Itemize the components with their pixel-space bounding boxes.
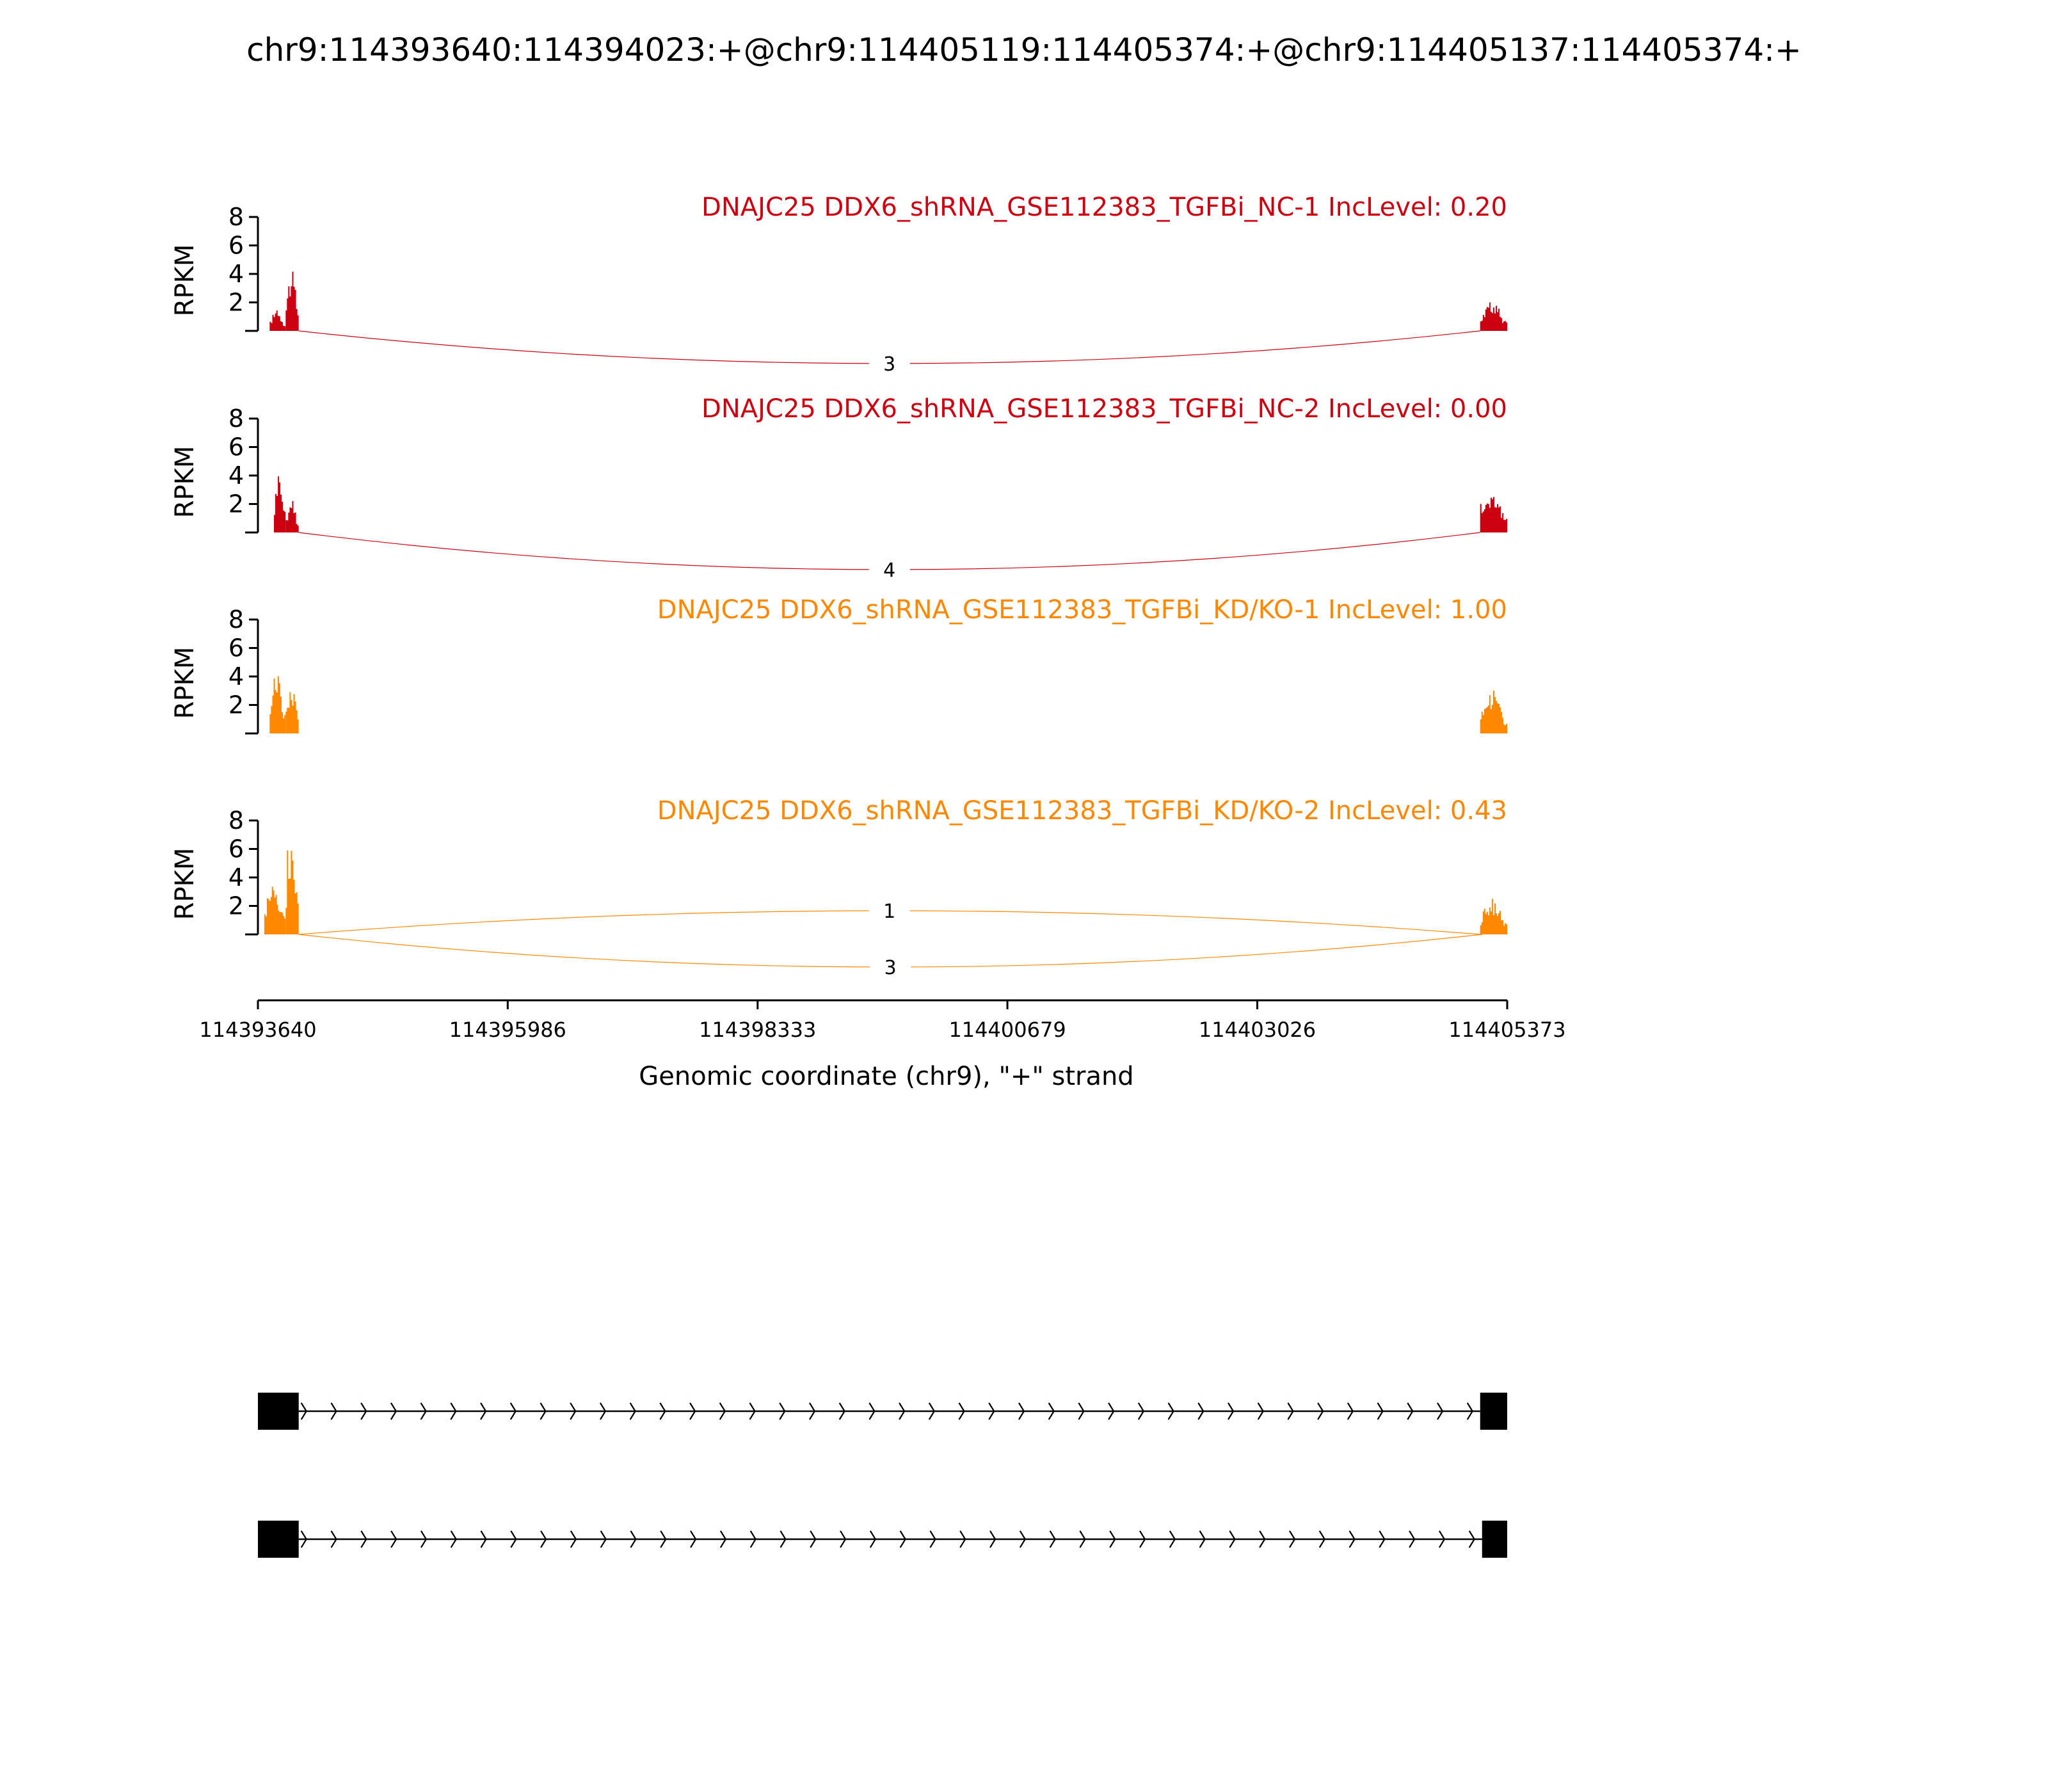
exon-block — [258, 1393, 299, 1430]
exon-block — [1480, 1393, 1507, 1430]
x-tick-label: 114393640 — [199, 1018, 317, 1042]
x-tick-label: 114405373 — [1448, 1018, 1566, 1042]
isoform-models — [258, 1393, 1507, 1558]
coverage-bar — [269, 676, 285, 733]
x-tick-label: 114400679 — [948, 1018, 1066, 1042]
coverage-bar — [264, 887, 285, 935]
x-tick-label: 114403026 — [1198, 1018, 1316, 1042]
junction-count-label: 4 — [883, 559, 896, 582]
y-tick-label: 6 — [228, 433, 244, 461]
coverage-bar — [274, 476, 285, 532]
junction-count-label: 3 — [884, 957, 897, 979]
coverage-bar — [285, 851, 298, 934]
coverage-bar — [1480, 691, 1508, 733]
y-tick-label: 4 — [228, 662, 244, 691]
track-4 — [170, 796, 1507, 980]
track-3 — [170, 595, 1507, 733]
coverage-bar — [1480, 303, 1508, 332]
track-label: DNAJC25 DDX6_shRNA_GSE112383_TGFBi_NC-1 IncLevel: 0.20 — [701, 193, 1507, 222]
track-label: DNAJC25 DDX6_shRNA_GSE112383_TGFBi_KD/KO-1 IncLevel: 1.00 — [657, 595, 1507, 625]
isoform-2 — [258, 1521, 1507, 1558]
x-tick-label: 114395986 — [449, 1018, 566, 1042]
coverage-bar — [285, 501, 298, 532]
track-label: DNAJC25 DDX6_shRNA_GSE112383_TGFBi_KD/KO-2 IncLevel: 0.43 — [657, 796, 1507, 826]
y-tick-label: 6 — [228, 835, 244, 863]
y-axis-label: RPKM — [170, 847, 200, 920]
coverage-bar — [269, 310, 285, 331]
y-axis-label: RPKM — [170, 244, 200, 317]
track-1 — [170, 193, 1507, 377]
y-tick-label: 2 — [228, 490, 244, 518]
y-tick-label: 8 — [228, 605, 244, 634]
exon-block — [258, 1521, 299, 1558]
coverage-bar — [1480, 899, 1508, 934]
y-tick-label: 6 — [228, 231, 244, 260]
y-tick-label: 8 — [228, 404, 244, 433]
coverage-bar — [1480, 497, 1508, 533]
coverage-bar — [285, 272, 298, 332]
y-tick-label: 4 — [228, 260, 244, 288]
y-tick-label: 4 — [228, 461, 244, 490]
x-tick-label: 114398333 — [699, 1018, 817, 1042]
track-2 — [170, 394, 1507, 583]
coverage-bar — [285, 692, 298, 734]
y-tick-label: 8 — [228, 203, 244, 231]
y-axis-label: RPKM — [170, 646, 200, 719]
chart-title: chr9:114393640:114394023:+@chr9:114405119:114405374:+@chr9:114405137:114405374:+ — [246, 31, 1802, 68]
exon-block — [1482, 1521, 1507, 1558]
x-axis-label: Genomic coordinate (chr9), "+" strand — [639, 1062, 1134, 1091]
junction-count-label: 1 — [883, 900, 896, 923]
junction-count-label: 3 — [883, 353, 896, 376]
y-tick-label: 2 — [228, 691, 244, 719]
isoform-1 — [258, 1393, 1507, 1430]
track-label: DNAJC25 DDX6_shRNA_GSE112383_TGFBi_NC-2 IncLevel: 0.00 — [701, 394, 1507, 424]
y-tick-label: 2 — [228, 288, 244, 317]
y-tick-label: 2 — [228, 892, 244, 920]
coverage-tracks — [170, 193, 1507, 980]
y-tick-label: 6 — [228, 634, 244, 662]
y-tick-label: 8 — [228, 806, 244, 835]
y-axis-label: RPKM — [170, 445, 200, 518]
x-axis — [199, 1000, 1565, 1042]
y-tick-label: 4 — [228, 863, 244, 892]
